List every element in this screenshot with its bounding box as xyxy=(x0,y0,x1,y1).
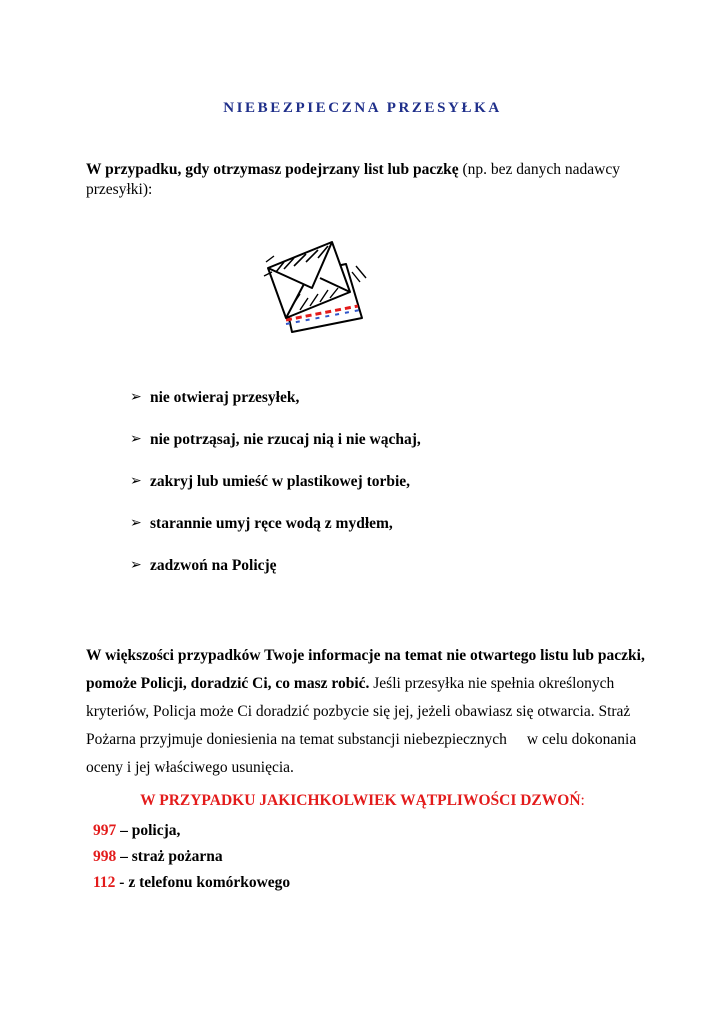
arrowhead-bullet-icon: ➢ xyxy=(130,474,142,489)
page-title: NIEBEZPIECZNA PRZESYŁKA xyxy=(223,100,502,116)
warning-heading: W PRZYPADKU JAKICHKOLWIEK WĄTPLIWOŚCI DZWOŃ: xyxy=(140,792,585,809)
intro-normal: (np. bez danych nadawcy przesyłki): xyxy=(86,161,620,198)
arrowhead-bullet-icon: ➢ xyxy=(130,432,142,447)
phone-number: 112 xyxy=(93,874,116,891)
list-item: ➢ starannie umyj ręce wodą z mydłem, xyxy=(130,515,393,532)
paragraph-normal-b: w celu dokonania oceny i jej właściwego usunięcia. xyxy=(86,731,637,776)
phone-line xyxy=(93,818,290,844)
intro-text xyxy=(86,160,646,200)
arrowhead-bullet-icon: ➢ xyxy=(130,558,142,573)
list-item: ➢ nie otwieraj przesyłek, xyxy=(130,389,300,406)
phone-line xyxy=(93,844,290,870)
info-paragraph xyxy=(86,642,646,782)
arrowhead-bullet-icon: ➢ xyxy=(130,516,142,531)
phone-line xyxy=(93,870,290,896)
intro-bold: W przypadku, gdy otrzymasz podejrzany list lub paczkę xyxy=(86,161,459,178)
paragraph-bold: W większości przypadków Twoje informacje na temat nie otwartego listu lub paczki, pomoże Policji, doradzić Ci, co masz robić. xyxy=(86,647,645,692)
phone-desc: - z telefonu komórkowego xyxy=(115,874,291,891)
list-item: ➢ zadzwoń na Policję xyxy=(130,557,277,574)
safety-instructions-list xyxy=(130,388,421,598)
paragraph-normal-a: Jeśli przesyłka nie spełnia określonych kryteriów, Policja może Ci doradzić pozbycie się jej, jeżeli obawiasz się otwarcia. Straż Pożarna przyjmuje doniesienia na temat substancji niebezpiecznych xyxy=(86,675,631,748)
list-item: ➢ zakryj lub umieść w plastikowej torbie, xyxy=(130,473,411,490)
arrowhead-bullet-icon: ➢ xyxy=(130,390,142,405)
emergency-numbers xyxy=(93,818,290,896)
phone-number: 997 xyxy=(93,822,117,839)
envelope-icon xyxy=(262,232,374,336)
phone-desc: – straż pożarna xyxy=(116,848,223,865)
list-item: ➢ nie potrząsaj, nie rzucaj nią i nie wąchaj, xyxy=(130,431,421,448)
phone-number: 998 xyxy=(93,848,117,865)
phone-desc: – policja, xyxy=(116,822,181,839)
